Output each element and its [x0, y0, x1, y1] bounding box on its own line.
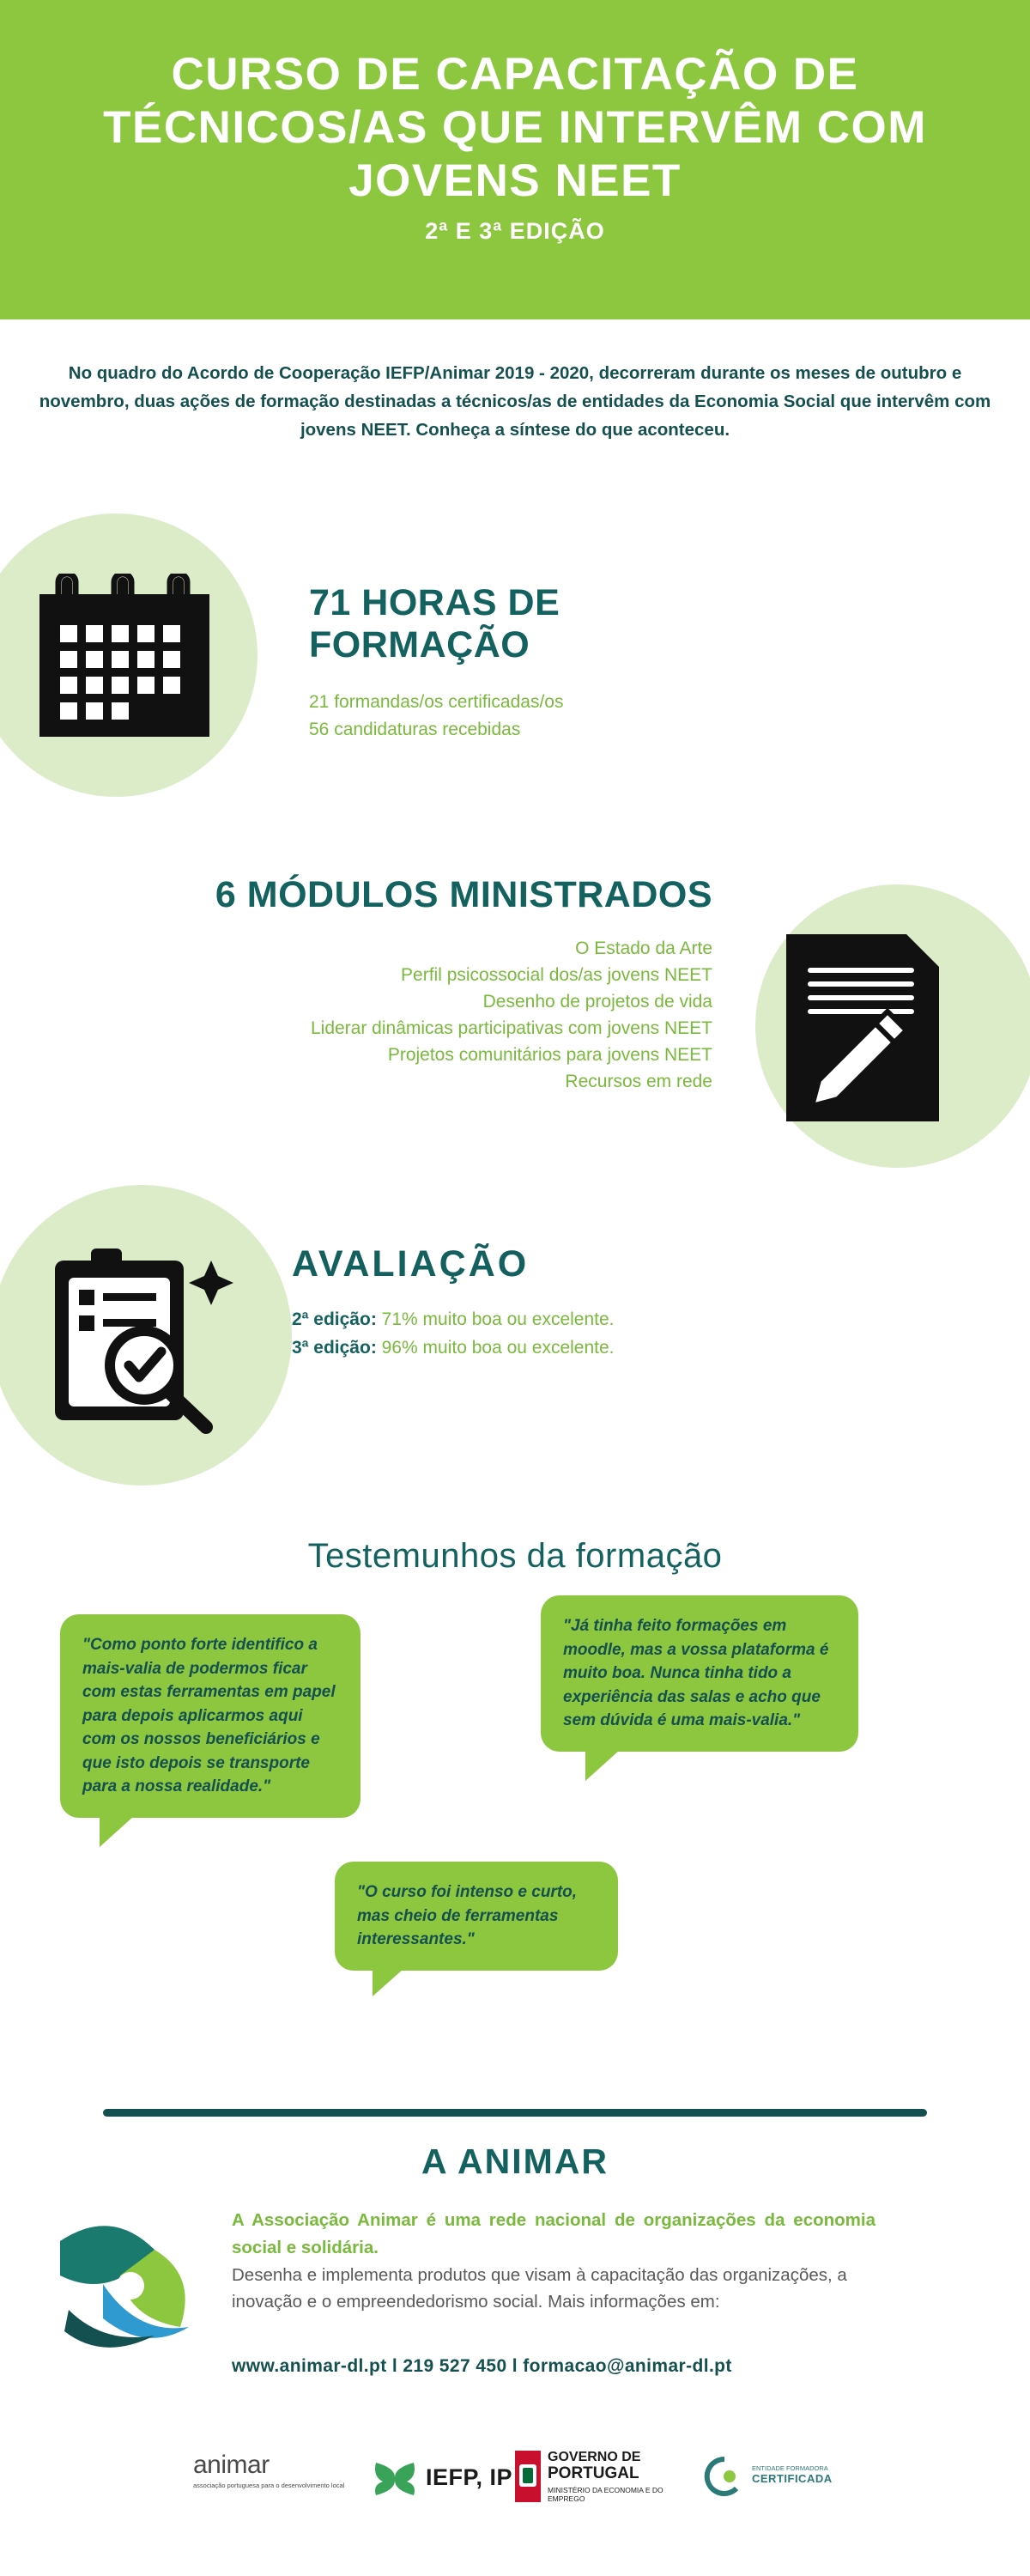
certification-mark-icon [704, 2456, 745, 2497]
testimonial-bubble: "Como ponto forte identifico a mais-valia de podermos ficar com estas ferramentas em papel para depois aplicarmos aqui com os nossos beneficiários e que isto depois se transporte para a nossa realidade." [60, 1614, 360, 1818]
certificacao-logo [704, 2456, 858, 2514]
section-horas [309, 582, 738, 743]
list-item: O Estado da Arte [575, 939, 712, 959]
list-item: Perfil psicossocial dos/as jovens NEET [401, 965, 712, 986]
testimonial-bubble: "O curso foi intenso e curto, mas cheio de ferramentas interessantes." [335, 1862, 618, 1971]
section-horas-items [309, 689, 738, 743]
gov-logo-line1: GOVERNO DE [548, 2450, 641, 2464]
section-horas-title: 71 HORAS DE FORMAÇÃO [309, 582, 560, 666]
animar-logo-mark-icon [52, 2207, 223, 2361]
testimonial-bubble: "Já tinha feito formações em moodle, mas a vossa plataforma é muito boa. Nunca tinha tido a experiência das salas e acho que sem dúvida é uma mais-valia." [541, 1595, 858, 1752]
footer-logos [0, 2439, 1030, 2550]
page-title: CURSO DE CAPACITAÇÃO DE TÉCNICOS/AS QUE INTERVÊM COM JOVENS NEET [103, 49, 927, 206]
section-divider [103, 2109, 927, 2117]
calendar-icon [36, 574, 216, 745]
page-subtitle: 2ª E 3ª EDIÇÃO [425, 218, 605, 244]
clipboard-magnifier-icon [34, 1236, 249, 1443]
testimonials-title: Testemunhos da formação [307, 1537, 723, 1575]
animar-title: A ANIMAR [421, 2142, 609, 2181]
section-avaliacao [292, 1243, 807, 1362]
avaliacao-edition-label: 3ª edição: [292, 1337, 377, 1358]
avaliacao-edition-value: 71% muito boa ou excelente. [381, 1309, 615, 1330]
intro-paragraph: No quadro do Acordo de Cooperação IEFP/Animar 2019 - 2020, decorreram durante os meses de outubro e novembro, duas ações de formação destinadas a técnicos/as de entidades da Economia Social que intervêm com jovens NEET. Conheça a síntese do que aconteceu. [39, 363, 991, 440]
gov-shield-icon [515, 2451, 541, 2502]
iefp-logo-text: IEFP, IP [426, 2464, 513, 2490]
animar-contact[interactable]: www.animar-dl.pt l 219 527 450 l formacao@animar-dl.pt [232, 2356, 732, 2376]
iefp-mark-icon [371, 2458, 419, 2497]
list-item: Projetos comunitários para jovens NEET [387, 1045, 712, 1066]
list-item: Liderar dinâmicas participativas com jovens NEET [310, 1018, 712, 1039]
list-item: Desenho de projetos de vida [482, 992, 712, 1012]
cert-logo-line1: ENTIDADE FORMADORA [752, 2464, 828, 2472]
document-pencil-icon [781, 929, 944, 1127]
iefp-logo [371, 2458, 525, 2511]
animar-description-lead: A Associação Animar é uma rede nacional de organizações da economia social e solidária. [232, 2210, 876, 2257]
governo-portugal-logo [515, 2451, 687, 2518]
list-item: Recursos em rede [565, 1072, 712, 1092]
animar-description-rest: Desenha e implementa produtos que visam à capacitação das organizações, a inovação e o empreendedorismo social. Mais informações em: [232, 2264, 847, 2312]
list-item [292, 1334, 807, 1363]
header-inner [43, 0, 987, 245]
cert-logo-line2: CERTIFICADA [752, 2472, 833, 2485]
animar-description [232, 2207, 876, 2316]
animar-logo-wordmark: animar [193, 2451, 270, 2479]
section-modulos-items [172, 935, 712, 1095]
avaliacao-edition-value: 96% muito boa ou excelente. [381, 1337, 615, 1358]
section-modulos-title: 6 MÓDULOS MINISTRADOS [215, 874, 712, 915]
page-header [0, 0, 1030, 319]
list-item [292, 1306, 807, 1334]
section-avaliacao-items [292, 1306, 807, 1362]
gov-logo-line2: PORTUGAL [548, 2464, 639, 2482]
avaliacao-edition-label: 2ª edição: [292, 1309, 377, 1330]
section-modulos [172, 874, 712, 1095]
section-avaliacao-title: AVALIAÇÃO [292, 1243, 530, 1285]
animar-logo [193, 2451, 348, 2519]
animar-logo-tagline: associação portuguesa para o desenvolvimento local [193, 2482, 345, 2489]
list-item: 56 candidaturas recebidas [309, 719, 521, 739]
gov-logo-line3: MINISTÉRIO DA ECONOMIA E DO EMPREGO [548, 2485, 663, 2503]
list-item: 21 formandas/os certificadas/os [309, 692, 564, 713]
